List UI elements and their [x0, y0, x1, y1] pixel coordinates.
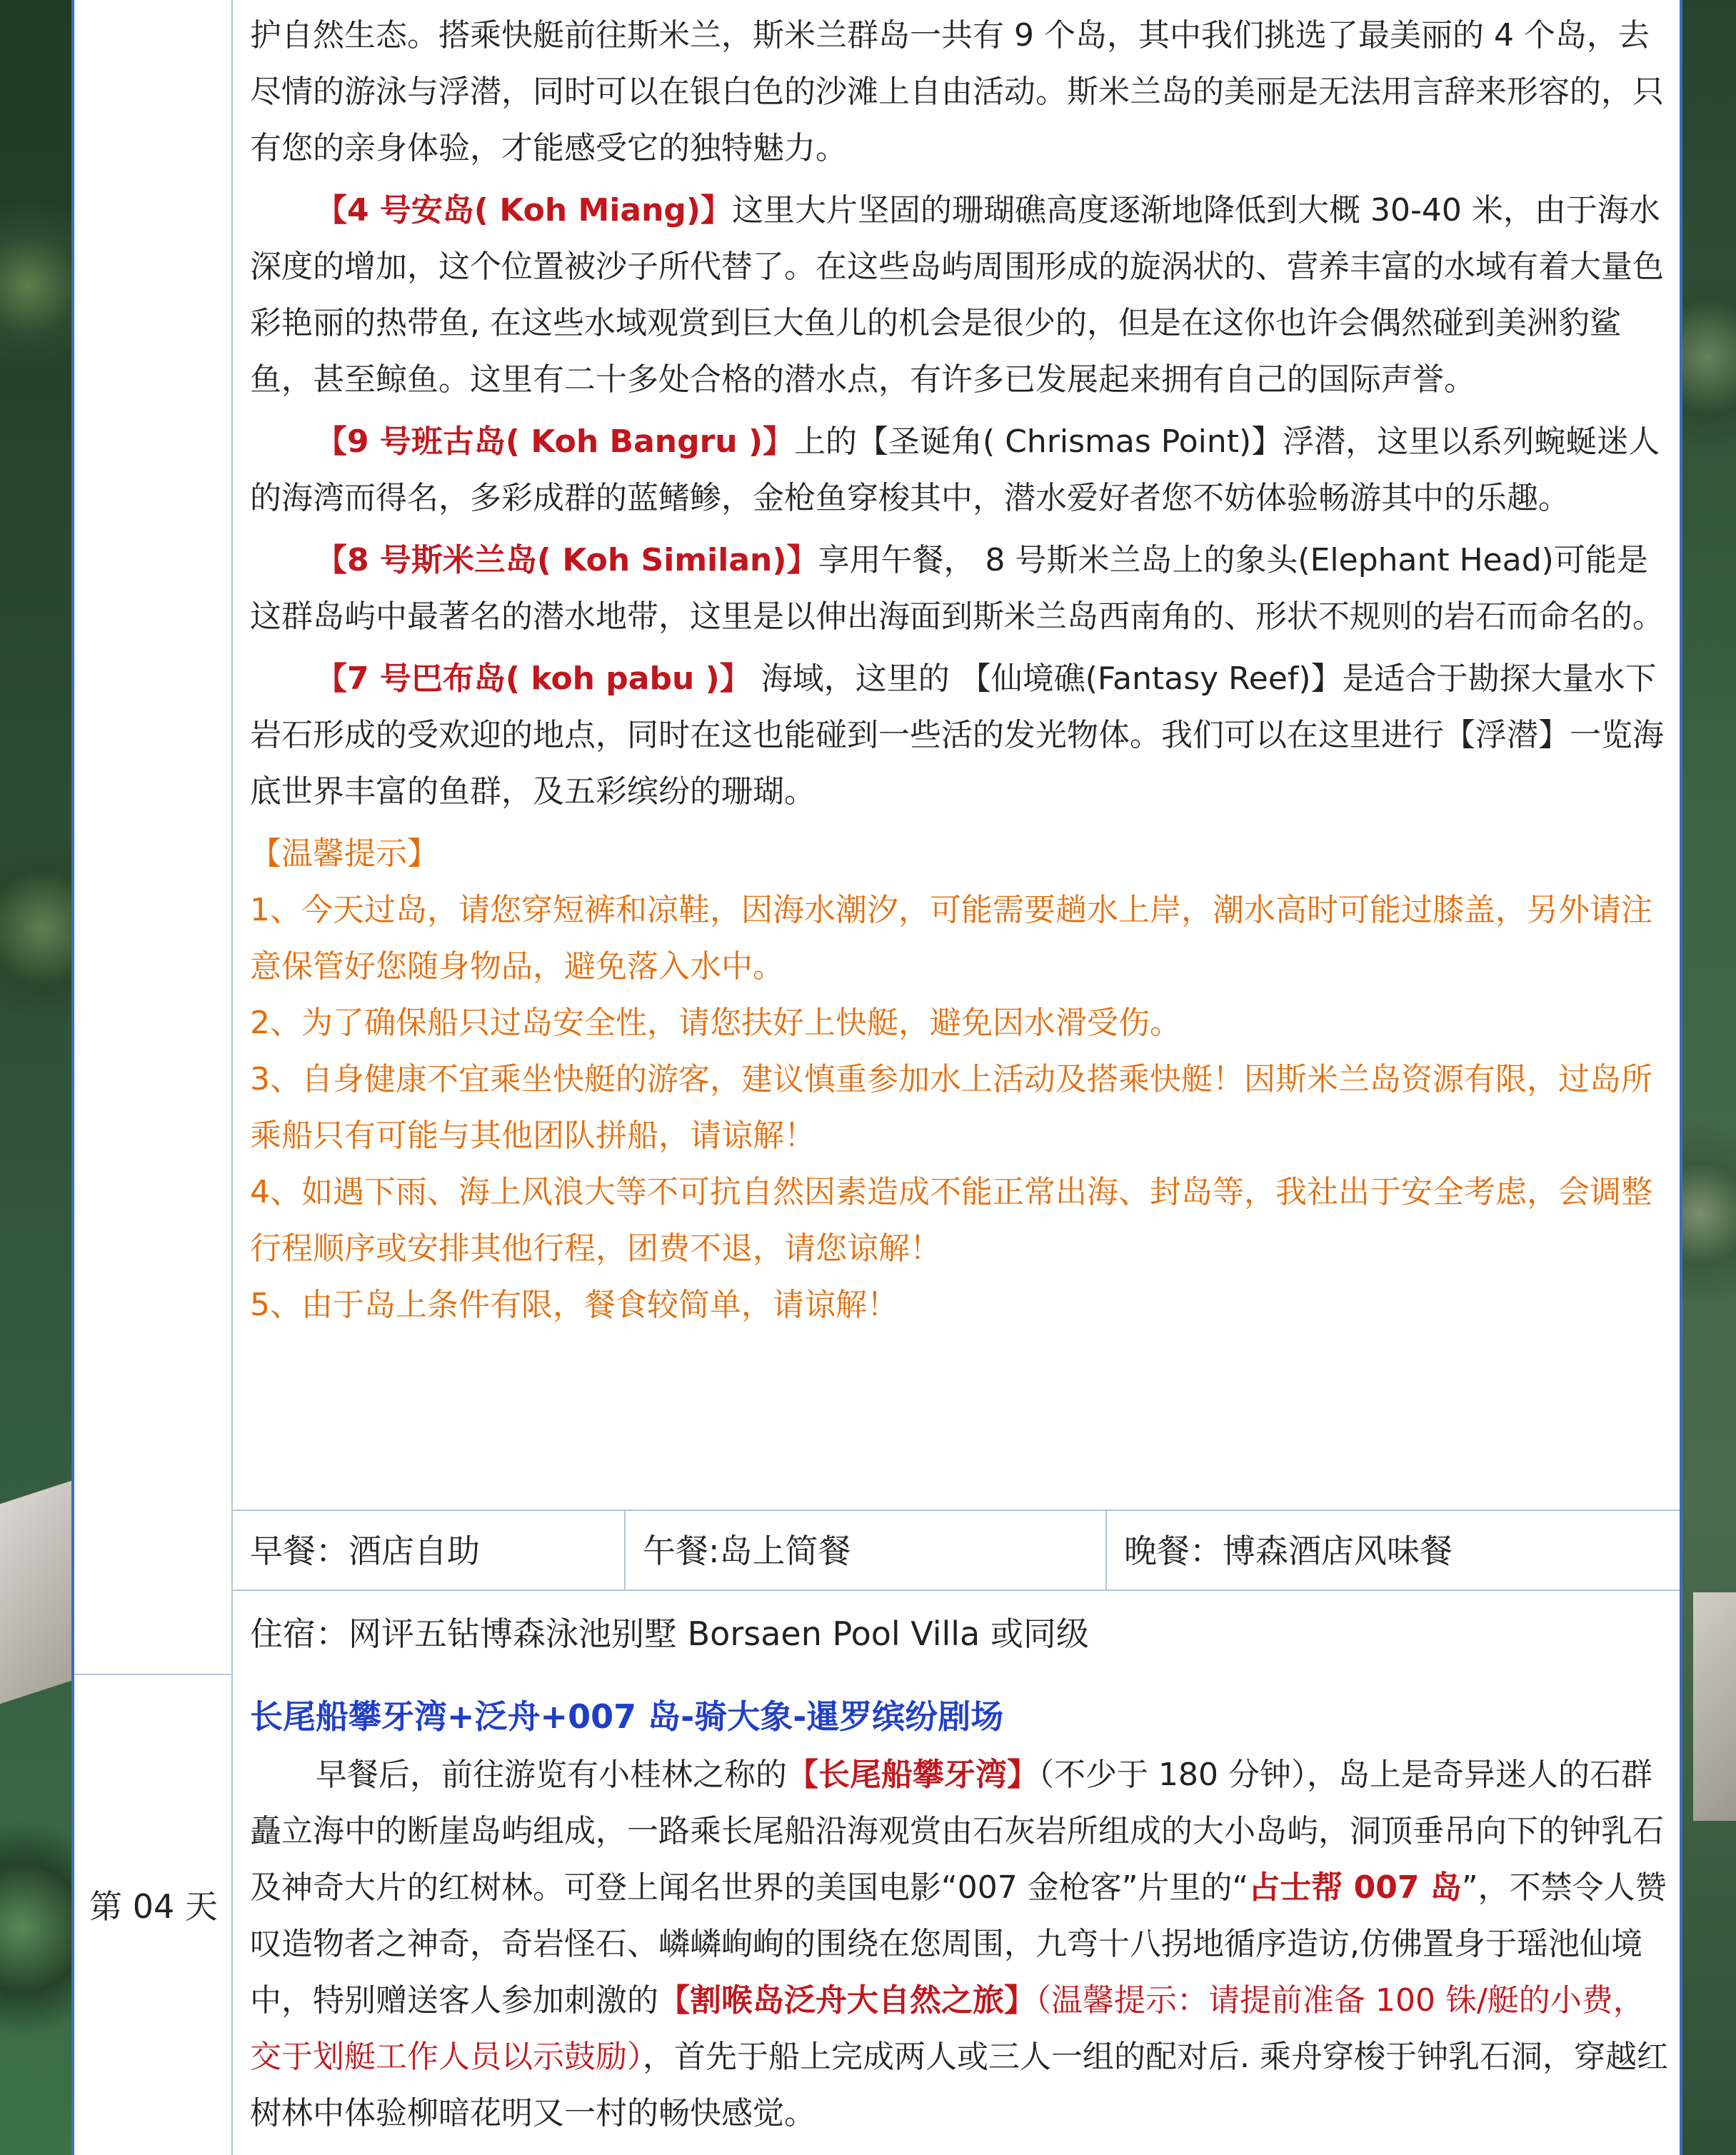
island4-paragraph — [250, 182, 1671, 408]
dinner-cell: 晚餐：博森酒店风味餐 — [1124, 1532, 1452, 1570]
background-right — [1679, 0, 1736, 2155]
text-run: ，首先于船上完成两人或三人一组的配对后. 乘舟穿梭于钟乳石洞，穿越红树林中体验柳暗花明又一村的畅快感觉。 — [250, 2039, 1668, 2131]
tips-heading: 【温馨提示】 — [250, 835, 438, 872]
hotel-info: 住宿：网评五钻博森泳池别墅 Borsaen Pool Villa 或同级 — [250, 1614, 1089, 1653]
island8-paragraph — [250, 532, 1671, 645]
highlight-text: 占士帮 007 岛 — [1248, 1869, 1462, 1906]
tip-text: （温馨提示：请提前准备 100 铢/艇的小费，交于划艇工作人员以示鼓励） — [250, 1982, 1645, 2075]
text-run: （不少于 180 分钟），岛上是奇异迷人的石群矗立海中的断崖岛屿组成，一路乘长尾船沿海观赏由石灰岩所组成的大小岛屿，洞顶垂吊向下的钟乳石及神奇大片的红树林。可登上闻名世界的美国电影“007 金枪客”片里的“ — [250, 1757, 1664, 1906]
island7-text: 海域，这里的 【仙境礁(Fantasy Reef)】是适合于勘探大量水下岩石形成的受欢迎的地点，同时在这也能碰到一些活的发光物体。我们可以在这里进行【浮潜】一览海底世界丰富的鱼群，及五彩缤纷的珊瑚。 — [250, 660, 1664, 810]
island9-name: 【9 号班古岛( Koh Bangru )】 — [316, 423, 795, 460]
island8-name: 【8 号斯米兰岛( Koh Similan)】 — [316, 542, 818, 578]
tip-item: 2、为了确保船只过岛安全性，请您扶好上快艇，避免因水滑受伤。 — [250, 1005, 1181, 1041]
day-column-day04 — [74, 1674, 233, 2155]
highlight-text: 【割喉岛泛舟大自然之旅】 — [658, 1982, 1035, 2019]
day04-title: 长尾船攀牙湾+泛舟+007 岛-骑大象-暹罗缤纷剧场 — [250, 1697, 1004, 1736]
island9-text: 上的【圣诞角( Chrismas Point)】浮潜，这里以系列蜿蜒迷人的海湾而得名，多彩成群的蓝鳍鲹，金枪鱼穿梭其中，潜水爱好者您不妨体验畅游其中的乐趣。 — [250, 423, 1660, 516]
tip-item: 1、今天过岛，请您穿短裤和凉鞋，因海水潮汐，可能需要趟水上岸，潮水高时可能过膝盖，另外请注意保管好您随身物品，避免落入水中。 — [250, 892, 1652, 985]
day04-paragraph — [250, 1747, 1671, 2141]
itinerary-table — [71, 0, 1682, 2155]
meals-row — [233, 1509, 1680, 1591]
tip-item: 4、如遇下雨、海上风浪大等不可抗自然因素造成不能正常出海、封岛等，我社出于安全考虑，会调整行程顺序或安排其他行程，团费不退，请您谅解！ — [250, 1174, 1652, 1267]
tip-item: 5、由于岛上条件有限，餐食较简单，请谅解！ — [250, 1287, 898, 1323]
tip-item: 3、自身健康不宜乘坐快艇的游客，建议慎重参加水上活动及搭乘快艇！因斯米兰岛资源有限，过岛所乘船只有可能与其他团队拼船，请谅解！ — [250, 1061, 1652, 1154]
island4-text: 这里大片坚固的珊瑚礁高度逐渐地降低到大概 30-40 米，由于海水深度的增加，这个位置被沙子所代替了。在这些岛屿周围形成的旋涡状的、营养丰富的水域有着大量色彩艳丽的热带鱼, 在这些水域观赏到巨大鱼儿的机会是很少的，但是在这你也许会偶然碰到美洲豹鲨鱼，甚至鲸鱼。这里有二十多处合格的潜水点，有许多已发展起来拥有自己的国际声誉。 — [250, 192, 1664, 398]
breakfast-cell: 早餐：酒店自助 — [233, 1511, 626, 1591]
day-column-day03 — [74, 0, 233, 1674]
island7-name: 【7 号巴布岛( koh pabu )】 — [316, 660, 751, 697]
background-left — [0, 0, 80, 2155]
roof-image — [0, 1481, 71, 1704]
day-label: 第 04 天 — [89, 1887, 218, 1926]
island8-text: 享用午餐， 8 号斯米兰岛上的象头(Elephant Head)可能是这群岛屿中最著名的潜水地带，这里是以伸出海面到斯米兰岛西南角的、形状不规则的岩石而命名的。 — [250, 542, 1664, 635]
highlight-text: 【长尾船攀牙湾】 — [787, 1757, 1038, 1793]
day03-content — [250, 7, 1671, 1333]
intro-paragraph: 护自然生态。搭乘快艇前往斯米兰，斯米兰群岛一共有 9 个岛，其中我们挑选了最美丽的 4 个岛，去尽情的游泳与浮潜，同时可以在银白色的沙滩上自由活动。斯米兰岛的美丽是无法用言辞来形容的，只有您的亲身体验，才能感受它的独特魅力。 — [250, 17, 1664, 166]
text-run: 早餐后，前往游览有小桂林之称的 — [316, 1757, 787, 1793]
roof-image — [1693, 1592, 1736, 1821]
island9-paragraph — [250, 413, 1671, 526]
island4-name: 【4 号安岛( Koh Miang)】 — [316, 192, 733, 228]
lunch-cell: 午餐:岛上简餐 — [626, 1511, 1107, 1591]
day04-content — [250, 1687, 1671, 2141]
text-run: ”，不禁令人赞叹造物者之神奇，奇岩怪石、嶙嶙峋峋的围绕在您周围，九弯十八拐地循序造访,仿佛置身于瑶池仙境中，特别赠送客人参加刺激的 — [250, 1869, 1667, 2019]
island7-paragraph — [250, 650, 1671, 820]
